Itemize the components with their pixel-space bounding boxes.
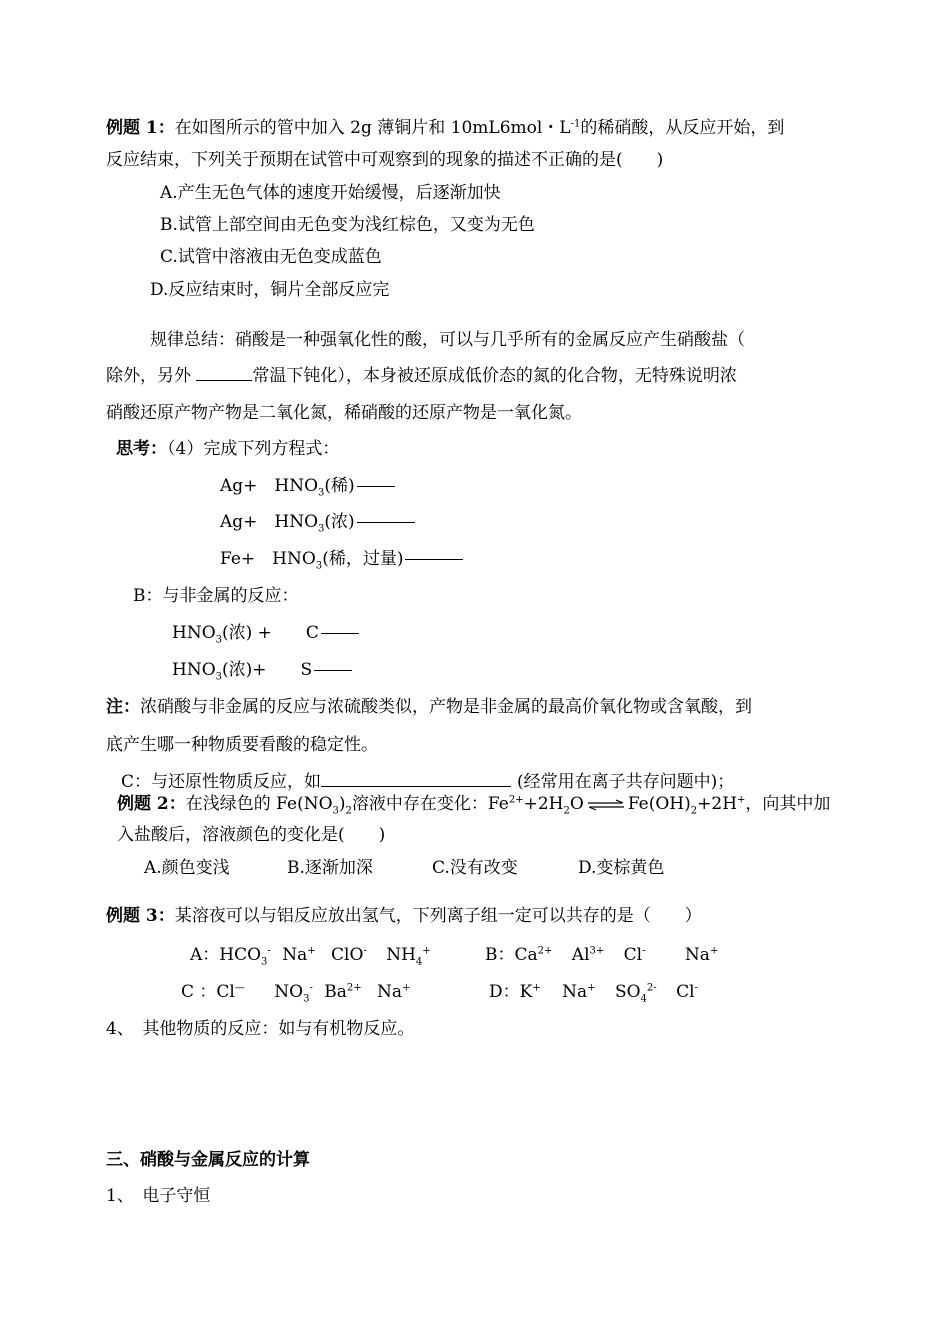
reducing-blank — [321, 772, 511, 787]
note-line-2: 底产生哪一种物质要看酸的稳定性。 — [106, 735, 378, 755]
example-2-line-1: 例题 2：在浅绿色的 $Fe(NO_3)_2$溶液中存在变化：$Fe^{2+}+2H_2O$ $Fe(OH)_2+2H^+$，向其中加 — [117, 794, 831, 817]
think-heading: 思考：（4）完成下列方程式： — [116, 439, 340, 459]
nonmetal-title: B：与非金属的反应： — [133, 586, 299, 606]
example-3-option-c: C ：Cl— $NO_3^-$ $Ba^{2+}$ Na+ — [181, 982, 411, 1005]
example-2-option-b: B.逐渐加深 — [287, 858, 373, 878]
note-line-1: 注：浓硝酸与非金属的反应与浓硫酸类似，产物是非金属的最高价氧化物或含氧酸，到 — [106, 697, 752, 717]
summary-line-1: 规律总结：硝酸是一种强氧化性的酸，可以与几乎所有的金属反应产生硝酸盐（ — [150, 330, 745, 350]
equilibrium-arrow-icon — [586, 799, 626, 811]
think-label: 思考： — [116, 439, 167, 459]
example-1-option-c: C.试管中溶液由无色变成蓝色 — [160, 247, 382, 267]
section-3-title: 三、硝酸与金属反应的计算 — [106, 1150, 310, 1170]
summary-line-3: 硝酸还原产物产物是二氧化氮，稀硝酸的还原产物是一氧化氮。 — [106, 403, 582, 423]
example-1-option-a: A.产生无色气体的速度开始缓慢，后逐渐加快 — [160, 183, 501, 203]
note-label: 注： — [106, 697, 140, 717]
example-3-option-a: A：$HCO_3^-$ Na+ ClO- $NH_4^+$ — [190, 945, 431, 968]
section-3-item-1: 1、 电子守恒 — [106, 1186, 211, 1206]
example-1-line-2: 反应结束，下列关于预期在试管中可观察到的现象的描述不正确的是( ) — [106, 150, 664, 170]
example-2-line-2: 入盐酸后，溶液颜色的变化是( ) — [117, 825, 386, 845]
summary-line-2: 除外，另外 常温下钝化），本身被还原成低价态的氮的化合物，无特殊说明浓 — [106, 366, 737, 386]
think-equation-2: Ag+ $HNO_3$(浓) — [220, 511, 415, 533]
summary-blank — [196, 366, 252, 381]
nonmetal-equation-1: $HNO_3$(浓) + C — [172, 622, 359, 644]
example-2-option-c: C.没有改变 — [432, 858, 518, 878]
reducing-line: C：与还原性物质反应，如 (经常用在离子共存问题中)； — [121, 772, 735, 792]
example-3-label: 例题 3： — [106, 906, 175, 926]
nonmetal-equation-2: $HNO_3$(浓)+ S — [172, 659, 352, 681]
think-equation-1: Ag+ $HNO_3$(稀) — [220, 475, 395, 497]
example-2-option-d: D.变棕黄色 — [578, 858, 665, 878]
think-equation-3: Fe+ $HNO_3$(稀，过量) — [220, 548, 463, 570]
example-2-label: 例题 2： — [117, 794, 186, 814]
other-reactions: 4、 其他物质的反应：如与有机物反应。 — [106, 1019, 415, 1039]
example-1-option-d: D.反应结束时，铜片全部反应完 — [150, 280, 390, 300]
example-3-option-d: D：K+ Na+ $SO_4^{2-}$ Cl- — [489, 982, 698, 1005]
example-3-line-1: 例题 3：某溶夜可以与铝反应放出氢气，下列离子组一定可以共存的是（ ） — [106, 906, 702, 926]
example-1-option-b: B.试管上部空间由无色变为浅红棕色，又变为无色 — [160, 215, 535, 235]
example-3-option-b: B：$Ca^{2+}$ $Al^{3+}$ Cl- Na+ — [485, 945, 719, 965]
example-1-line-1: 例题 1：在如图所示的管中加入 2g 薄铜片和 10mL6mol・$L^{-1}$的稀硝酸，从反应开始，到 — [106, 118, 785, 138]
example-1-label: 例题 1： — [106, 118, 175, 138]
example-2-option-a: A.颜色变浅 — [144, 858, 230, 878]
